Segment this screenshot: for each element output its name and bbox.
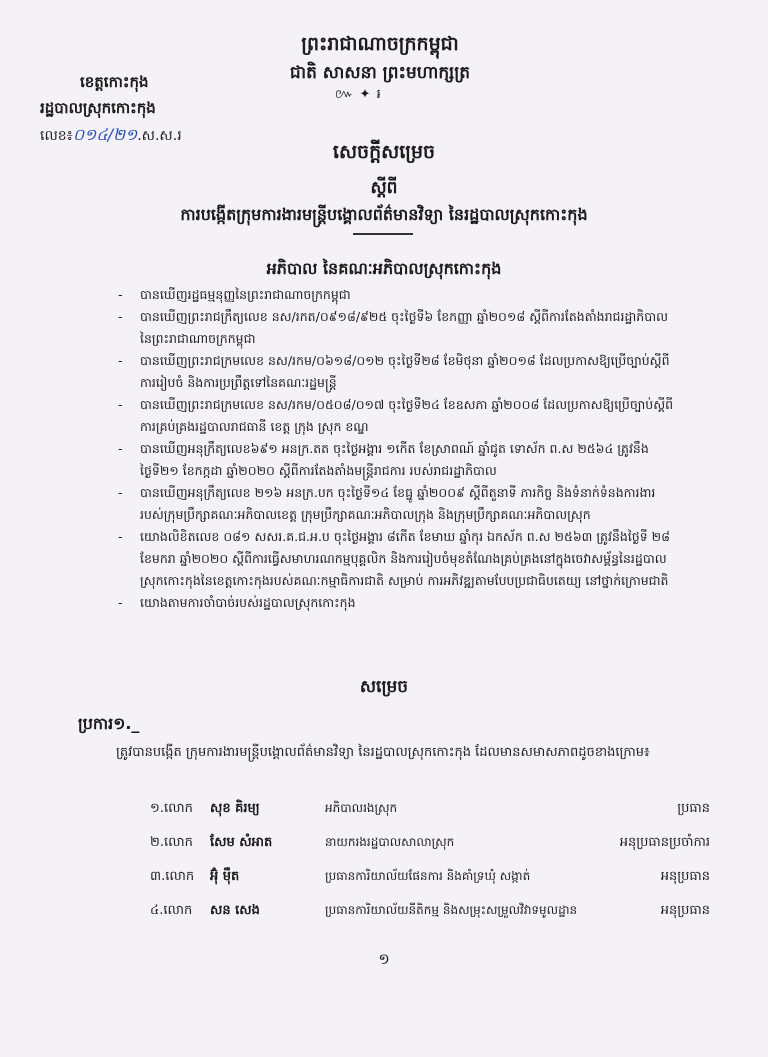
reference-suffix: .ស.ស.រ: [137, 128, 182, 144]
preamble-clause: - បានឃើញព្រះរាជក្រមលេខ នស/រកម/០៥០៨/០១៧ ចុះថ្ងៃទី២៤ ខែឧសភា ឆ្នាំ២០០៨ ដែលប្រកាសឱ្យប្រើច្បាប់ស្តីពីការគ្រប់គ្រងរដ្ឋបាលរាជធានី ខេត្ត ក្រុង ស្រុក ខណ្ឌ: [118, 397, 674, 434]
article-intro: ត្រូវបានបង្កើត ក្រុមការងារមន្ត្រីបង្គោលព័ត៌មានវិទ្យា នៃរដ្ឋបាលស្រុកកោះកុង ដែលមានសមាសភាពដូចខាងក្រោម៖: [116, 745, 650, 760]
preamble-clause: - យោងតាមការចាំបាច់របស់រដ្ឋបាលស្រុកកោះកុង: [118, 595, 356, 610]
member-role: ប្រធាន: [677, 801, 710, 816]
article-label: ប្រការ១._: [78, 714, 140, 733]
title-divider: [353, 233, 413, 235]
preamble-clause: - បានឃើញរដ្ឋធម្មនុញ្ញនៃព្រះរាជាណាចក្រកម្ពុជា: [118, 287, 351, 302]
member-function: អភិបាលរងស្រុក: [325, 801, 398, 815]
kingdom-heading: ព្រះរាជាណាចក្រកម្ពុជា: [301, 33, 459, 55]
member-name: សែម សំអាត: [210, 835, 273, 850]
preamble-clauses: [118, 284, 678, 614]
member-row: [150, 902, 710, 926]
member-number: ៣.លោក: [150, 869, 195, 884]
page-number: ១: [378, 950, 390, 968]
member-role: អនុប្រធានប្រចាំការ: [619, 835, 710, 850]
member-number: ២.លោក: [150, 835, 193, 850]
member-function: ប្រធានការិយាល័យផែនការ និងគាំទ្រឃុំ សង្កាត់: [325, 869, 531, 883]
national-motto: ជាតិ សាសនា ព្រះមហាក្សត្រ: [289, 63, 471, 83]
issuing-authority: អភិបាល នៃគណៈអភិបាលស្រុកកោះកុង: [266, 259, 502, 278]
member-function: នាយករងរដ្ឋបាលសាលាស្រុក: [325, 835, 455, 849]
ornament-flourish: ៚ ✦ ៛: [335, 87, 382, 102]
member-row: [150, 800, 710, 824]
issuer-district: រដ្ឋបាលស្រុកកោះកុង: [40, 99, 156, 117]
reference-handwritten-number: ០១៤/២១: [72, 125, 138, 144]
member-role: អនុប្រធាន: [660, 903, 710, 918]
preamble-clause: - បានឃើញព្រះរាជក្រឹត្យលេខ នស/រកត/០៩១៨/៩២៥ ចុះថ្ងៃទី៦ ខែកញ្ញា ឆ្នាំ២០១៨ ស្តីពីការតែងតាំងរាជរដ្ឋាភិបាលនៃព្រះរាជាណាចក្រកម្ពុជា: [118, 309, 669, 346]
preamble-clause: - បានឃើញអនុក្រឹត្យលេខ៦៩១ អនក្រ.តត ចុះថ្ងៃអង្គារ ១កើត ខែស្រាពណ៍ ឆ្នាំជូត ទោស័ក ព.ស ២៥៦៤ ត្រូវនឹងថ្ងៃទី២១ ខែកក្កដា ឆ្នាំ២០២០ ស្តីពីការតែងតាំងមន្ត្រីរាជការ របស់រាជរដ្ឋាភិបាល: [118, 441, 649, 478]
member-role: អនុប្រធាន: [660, 869, 710, 884]
member-row: [150, 868, 710, 892]
member-function: ប្រធានការិយាល័យនីតិកម្ម និងសម្រុះសម្រួលវិវាទមូលដ្ឋាន: [325, 903, 578, 917]
preamble-clause: - យោងលិខិតលេខ ០៨១ សសរ.គ.ជ.អ.ប ចុះថ្ងៃអង្គារ ៨កើត ខែមាឃ ឆ្នាំកុរ ឯកស័ក ព.ស ២៥៦៣ ត្រូវនឹងថ្ងៃទី ២៨ ខែមករា ឆ្នាំ២០២០ ស្តីពីការធ្វើសមាហរណកម្មបុគ្គលិក និងការរៀបចំមុខតំណែងគ្រប់គ្រងនៅក្នុងចេវាសម្ព័ន្ធនៃរដ្ឋបាលស្រុកកោះកុងនៃខេត្តកោះកុងរបស់គណៈកម្មាធិការជាតិ សម្រាប់ ការអភិវឌ្ឍតាមបែបប្រជាធិបតេយ្យ នៅថ្នាក់ក្រោមជាតិ: [118, 529, 670, 588]
preamble-clause: - បានឃើញព្រះរាជក្រមលេខ នស/រកម/០៦១៨/០១២ ចុះថ្ងៃទី២៨ ខែមិថុនា ឆ្នាំ២០១៨ ដែលប្រកាសឱ្យប្រើច្បាប់ស្តីពីការរៀបចំ និងការប្រព្រឹត្តទៅនៃគណៈរដ្ឋមន្ត្រី: [118, 353, 670, 390]
member-name: សន សេង: [210, 903, 260, 918]
member-number: ៤.លោក: [150, 903, 193, 918]
member-name: អ៊ុំ ម៉ឺត: [210, 869, 240, 884]
decision-title: សេចក្តីសម្រេច: [332, 141, 436, 163]
member-row: [150, 834, 710, 858]
member-number: ១.លោក: [150, 801, 193, 816]
issuer-province: ខេត្តកោះកុង: [80, 73, 149, 91]
decides-heading: សម្រេច: [359, 677, 409, 697]
reference-prefix: លេខ៖: [40, 128, 73, 144]
decision-subject: ការបង្កើតក្រុមការងារមន្ត្រីបង្គោលព័ត៌មានវិទ្យា នៃរដ្ឋបាលស្រុកកោះកុង: [180, 205, 588, 224]
decision-about: ស្តីពី: [370, 178, 398, 198]
preamble-clause: - បានឃើញអនុក្រឹត្យលេខ ២១៦ អនក្រ.បក ចុះថ្ងៃទី១៤ ខែធ្នូ ឆ្នាំ២០០៩ ស្តីពីតួនាទី ភារកិច្ច និងទំនាក់ទំនងការងាររបស់ក្រុមប្រឹក្សាគណៈអភិបាលខេត្ត ក្រុមប្រឹក្សាគណៈអភិបាលក្រុង និងក្រុមប្រឹក្សាគណៈអភិបាលស្រុក: [118, 485, 656, 522]
member-name: សុខ គិរម្យ: [210, 801, 260, 816]
